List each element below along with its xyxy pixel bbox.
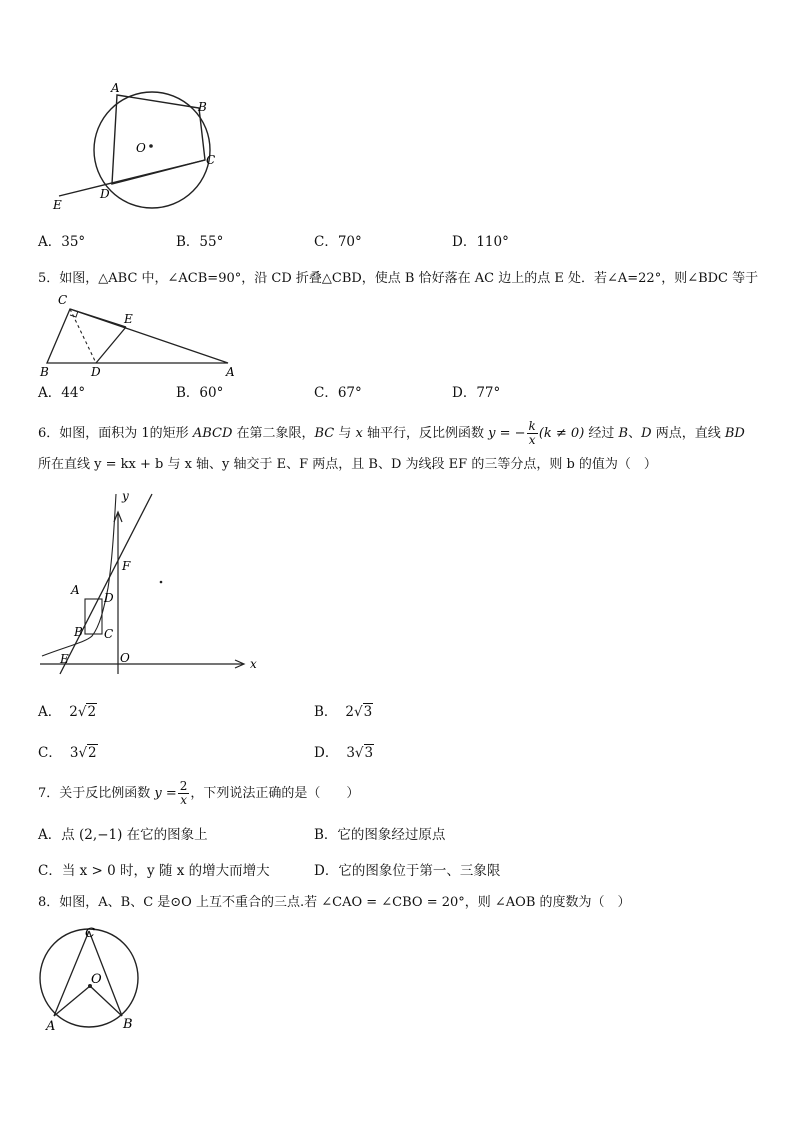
sqrt-icon: √: [78, 745, 88, 761]
q6-option-letter: C．: [38, 745, 62, 761]
q6-label-d: D: [104, 591, 114, 605]
q7-stem-text: ，下列说法正确的是（ ）: [190, 786, 360, 801]
q7-option-a[interactable]: A．点 (2,−1) 在它的图象上: [38, 827, 208, 843]
q6-option-a[interactable]: [38, 703, 97, 721]
q6-label-x: x: [250, 657, 257, 671]
q6-option-radicand: 3: [363, 704, 373, 720]
q5-option-a[interactable]: A．44°: [38, 385, 86, 401]
q6-label-o: O: [120, 651, 130, 665]
q6-option-radicand: 3: [364, 745, 374, 761]
q7-stem: [38, 780, 359, 807]
q6-option-coef: 3: [346, 745, 355, 761]
q7-option-c[interactable]: C．当 x > 0 时，y 随 x 的增大而增大: [38, 863, 270, 879]
sqrt-icon: √: [354, 745, 364, 761]
q4-label-a: A: [111, 81, 120, 95]
q6-stem-math: x: [355, 426, 363, 441]
q6-stem-line2: 所在直线 y = kx + b 与 x 轴、y 轴交于 E、F 两点，且 B、D 为线段 EF 的三等分点，则 b 的值为（ ）: [38, 457, 657, 472]
q6-stem-text: 、: [628, 426, 642, 441]
q8-label-o: O: [91, 972, 102, 987]
q6-stem-math: B: [618, 426, 629, 441]
q8-label-c: C: [85, 926, 95, 941]
q6-stem-text: 与: [334, 426, 356, 441]
q4-label-c: C: [206, 153, 216, 167]
q6-stem-text: 6．如图，面积为 1的矩形: [38, 426, 193, 441]
q6-label-a: A: [71, 583, 80, 597]
q5-label-b: B: [40, 365, 49, 379]
q6-option-c[interactable]: [38, 744, 98, 762]
q6-option-coef: 2: [69, 704, 78, 720]
q6-option-letter: B．: [314, 704, 338, 720]
q6-coordinate-figure: [38, 490, 270, 680]
q5-option-d[interactable]: D．77°: [452, 385, 501, 401]
q4-option-b[interactable]: B．55°: [176, 234, 224, 250]
q4-circle-figure: [45, 78, 225, 218]
q6-label-b: B: [74, 625, 83, 639]
q6-stem-math: BD: [724, 426, 745, 441]
q6-option-letter: A．: [38, 704, 62, 720]
q6-stem-math: BC: [314, 426, 335, 441]
sqrt-icon: √: [77, 704, 87, 720]
q6-option-b[interactable]: [314, 703, 373, 721]
q6-stem-text: 轴平行，反比例函数: [362, 426, 489, 441]
q5-label-a: A: [226, 365, 235, 379]
q6-stem-text: 两点，直线: [651, 426, 725, 441]
q7-stem-math: y =: [154, 786, 177, 801]
q7-option-b[interactable]: B．它的图象经过原点: [314, 827, 446, 843]
q6-stem-math: (k ≠ 0): [538, 426, 585, 441]
q7-option-d[interactable]: D．它的图象位于第一、三象限: [314, 863, 501, 879]
q5-option-c[interactable]: C．67°: [314, 385, 362, 401]
q4-option-a[interactable]: A．35°: [38, 234, 86, 250]
q8-label-b: B: [123, 1017, 133, 1032]
q6-stem-math: D: [641, 426, 652, 441]
q6-label-c: C: [104, 627, 114, 641]
q5-label-c: C: [58, 293, 68, 307]
q8-stem: 8．如图，A、B、C 是⊙O 上互不重合的三点.若 ∠CAO = ∠CBO = 20°，则 ∠AOB 的度数为（ ）: [38, 895, 631, 910]
q6-option-coef: 3: [69, 745, 79, 761]
q6-option-letter: D．: [314, 745, 339, 761]
q4-label-b: B: [198, 100, 207, 114]
q4-label-d: D: [100, 187, 110, 201]
q8-label-a: A: [46, 1019, 56, 1034]
q7-fraction: [178, 780, 190, 807]
q8-circle-figure: [38, 924, 158, 1036]
q6-label-f: F: [122, 559, 131, 573]
q6-stem-line1: [38, 420, 745, 447]
q6-option-radicand: 2: [87, 704, 97, 720]
q6-frac-num: k: [528, 419, 536, 433]
q6-option-radicand: 2: [88, 745, 97, 761]
q5-label-e: E: [124, 312, 133, 326]
q5-option-b[interactable]: B．60°: [176, 385, 224, 401]
q6-option-d[interactable]: [314, 744, 374, 762]
q6-stem-math: ABCD: [192, 426, 233, 441]
q6-frac-den: x: [528, 433, 536, 447]
q4-option-d[interactable]: D．110°: [452, 234, 509, 250]
q5-stem: 5．如图，△ABC 中，∠ACB=90°，沿 CD 折叠△CBD，使点 B 恰好落在 AC 边上的点 E 处．若∠A=22°，则∠BDC 等于: [38, 271, 759, 286]
q6-label-y: y: [122, 490, 129, 503]
q6-stem-text: 在第二象限，: [232, 426, 315, 441]
q6-fraction: [527, 420, 538, 447]
q6-option-coef: 2: [345, 704, 355, 720]
q5-triangle-figure: [38, 290, 248, 380]
q4-option-c[interactable]: C．70°: [314, 234, 362, 250]
q6-label-e: E: [60, 652, 69, 666]
q4-label-o: O: [136, 141, 146, 155]
q7-frac-den: x: [180, 793, 187, 807]
q4-label-e: E: [53, 198, 62, 212]
q7-frac-num: 2: [179, 779, 188, 793]
q6-stem-math: y = −: [488, 426, 526, 441]
q6-stem-text: 经过: [584, 426, 619, 441]
q7-stem-text: 7．关于反比例函数: [38, 786, 155, 801]
q5-label-d: D: [91, 365, 101, 379]
sqrt-icon: √: [354, 704, 363, 720]
